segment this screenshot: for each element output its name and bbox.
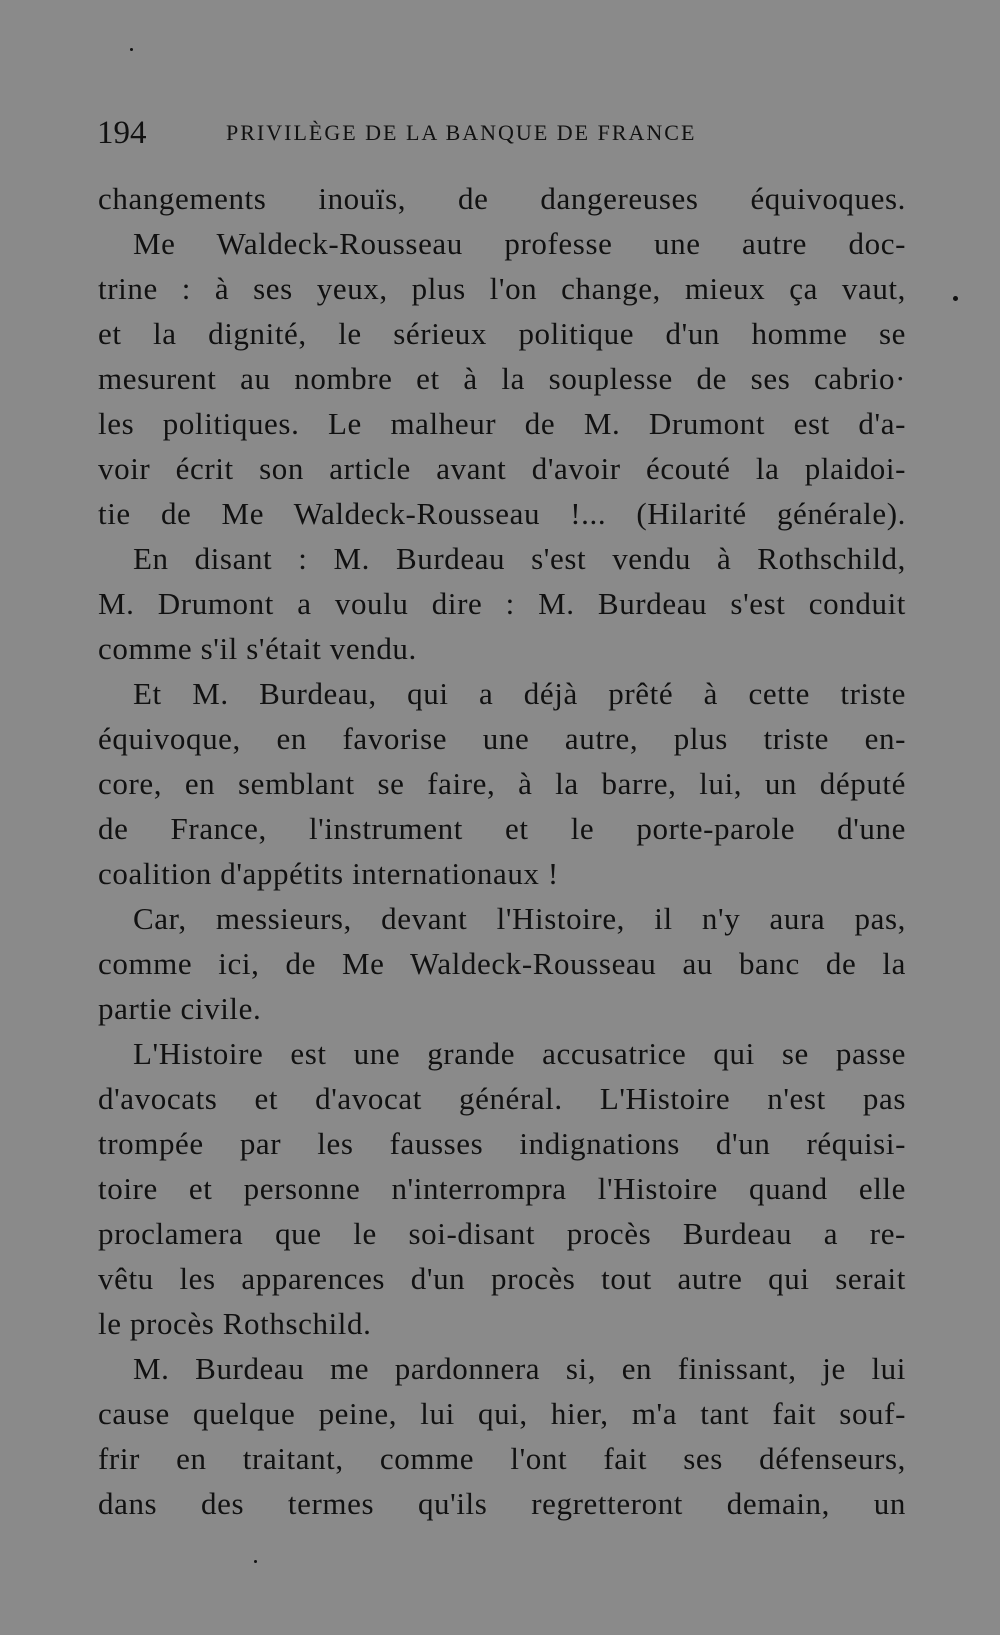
text-line: trine : à ses yeux, plus l'on change, mieux ça vaut, <box>98 271 906 306</box>
text-line: comme ici, de Me Waldeck-Rousseau au banc de la <box>98 946 906 981</box>
text-line: coalition d'appétits internationaux ! <box>98 856 559 891</box>
text-line: tie de Me Waldeck-Rousseau !... (Hilarité générale). <box>98 496 906 531</box>
text-line: dans des termes qu'ils regretteront demain, un <box>98 1486 906 1521</box>
body-text <box>98 176 906 1526</box>
text-line: core, en semblant se faire, à la barre, lui, un député <box>98 766 906 801</box>
text-line: M. Drumont a voulu dire : M. Burdeau s'est conduit <box>98 586 906 621</box>
text-line: d'avocats et d'avocat général. L'Histoire n'est pas <box>98 1081 906 1116</box>
text-line: comme s'il s'était vendu. <box>98 631 417 666</box>
text-line: changements inouïs, de dangereuses équivoques. <box>98 181 906 216</box>
text-line: vêtu les apparences d'un procès tout autre qui serait <box>98 1261 906 1296</box>
text-line: Et M. Burdeau, qui a déjà prêté à cette triste <box>133 676 906 711</box>
text-line: frir en traitant, comme l'ont fait ses défenseurs, <box>98 1441 906 1476</box>
text-line: Me Waldeck-Rousseau professe une autre doc- <box>133 226 906 261</box>
text-line: de France, l'instrument et le porte-parole d'une <box>98 811 906 846</box>
text-line: mesurent au nombre et à la souplesse de ses cabrio· <box>98 361 906 396</box>
page-number: 194 <box>97 115 147 151</box>
text-line: le procès Rothschild. <box>98 1306 372 1341</box>
text-line: et la dignité, le sérieux politique d'un homme se <box>98 316 906 351</box>
text-line: En disant : M. Burdeau s'est vendu à Rothschild, <box>133 541 906 576</box>
page-header <box>97 108 907 158</box>
text-line: les politiques. Le malheur de M. Drumont est d'a- <box>98 406 906 441</box>
running-title: PRIVILÈGE DE LA BANQUE DE FRANCE <box>226 120 697 145</box>
text-line: cause quelque peine, lui qui, hier, m'a tant fait souf- <box>98 1396 906 1431</box>
text-line: proclamera que le soi-disant procès Burdeau a re- <box>98 1216 906 1251</box>
ink-speck <box>130 48 133 51</box>
text-line: voir écrit son article avant d'avoir écouté la plaidoi- <box>98 451 906 486</box>
text-line: partie civile. <box>98 991 262 1026</box>
text-line: toire et personne n'interrompra l'Histoire quand elle <box>98 1171 906 1206</box>
text-line: L'Histoire est une grande accusatrice qui se passe <box>133 1036 906 1071</box>
text-line: trompée par les fausses indignations d'un réquisi- <box>98 1126 906 1161</box>
text-line: équivoque, en favorise une autre, plus triste en- <box>98 721 906 756</box>
ink-speck <box>953 296 958 301</box>
text-line: Car, messieurs, devant l'Histoire, il n'y aura pas, <box>133 901 906 936</box>
text-line: M. Burdeau me pardonnera si, en finissant, je lui <box>133 1351 906 1386</box>
ink-speck <box>254 1560 257 1563</box>
